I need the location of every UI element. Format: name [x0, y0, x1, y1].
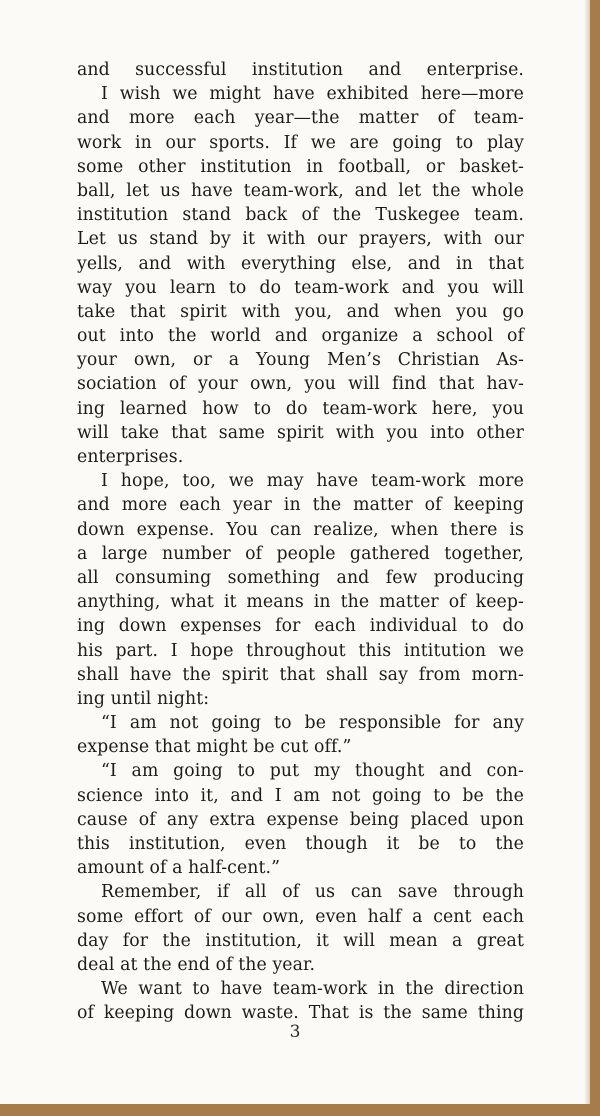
- text-line: ing down expenses for each individual to do: [77, 616, 524, 637]
- text-line: Let us stand by it with our prayers, with our: [77, 229, 524, 250]
- text-line: I wish we might have exhibited here—more: [101, 84, 524, 105]
- text-line: ball, let us have team-work, and let the whole: [77, 180, 524, 201]
- text-line: down expense. You can realize, when there is: [77, 519, 524, 540]
- text-line: out into the world and organize a school of: [77, 326, 524, 347]
- text-line: all consuming something and few producing: [77, 567, 524, 588]
- page-number: 3: [289, 1022, 301, 1042]
- body-text: [77, 58, 524, 1026]
- text-line: anything, what it means in the matter of keep-: [77, 592, 524, 613]
- text-line: take that spirit with you, and when you go: [77, 301, 524, 322]
- text-line: of keeping down waste. That is the same thing: [77, 1003, 524, 1024]
- text-line: a large number of people gathered together,: [77, 543, 524, 564]
- text-line: and more each year—the matter of team-: [77, 108, 524, 129]
- text-line: We want to have team-work in the direction: [101, 979, 524, 1000]
- text-line: this institution, even though it be to the: [77, 834, 524, 854]
- text-line: and successful institution and enterprise.: [77, 60, 524, 80]
- text-line: and more each year in the matter of keeping: [77, 495, 524, 516]
- text-line: work in our sports. If we are going to play: [77, 132, 524, 153]
- text-line: Remember, if all of us can save through: [101, 882, 524, 903]
- text-line: ing learned how to do team-work here, you: [77, 398, 524, 419]
- text-line: “I am going to put my thought and con-: [101, 761, 524, 782]
- text-line: his part. I hope throughout this intitution we: [77, 640, 524, 661]
- text-line: amount of a half-cent.”: [77, 858, 281, 879]
- text-line: I hope, too, we may have team-work more: [101, 471, 524, 492]
- text-line: deal at the end of the year.: [77, 954, 316, 975]
- text-line: shall have the spirit that shall say from morn-: [77, 664, 524, 685]
- text-line: “I am not going to be responsible for any: [101, 713, 524, 734]
- text-line: cause of any extra expense being placed upon: [77, 809, 524, 830]
- text-line: some effort of our own, even half a cent each: [77, 906, 524, 927]
- text-line: yells, and with everything else, and in that: [77, 253, 524, 274]
- text-line: sociation of your own, you will find that hav-: [77, 374, 524, 395]
- text-line: will take that same spirit with you into other: [77, 422, 524, 443]
- text-line: day for the institution, it will mean a great: [77, 930, 524, 951]
- text-line: institution stand back of the Tuskegee team.: [77, 205, 524, 226]
- text-line: some other institution in football, or basket-: [77, 156, 524, 177]
- text-line: science into it, and I am not going to be the: [77, 785, 524, 806]
- text-line: way you learn to do team-work and you will: [77, 277, 524, 298]
- text-line: your own, or a Young Men’s Christian As-: [77, 350, 524, 371]
- text-line: expense that might be cut off.”: [77, 737, 352, 758]
- text-line: enterprises.: [77, 447, 184, 467]
- text-line: ing until night:: [77, 688, 210, 709]
